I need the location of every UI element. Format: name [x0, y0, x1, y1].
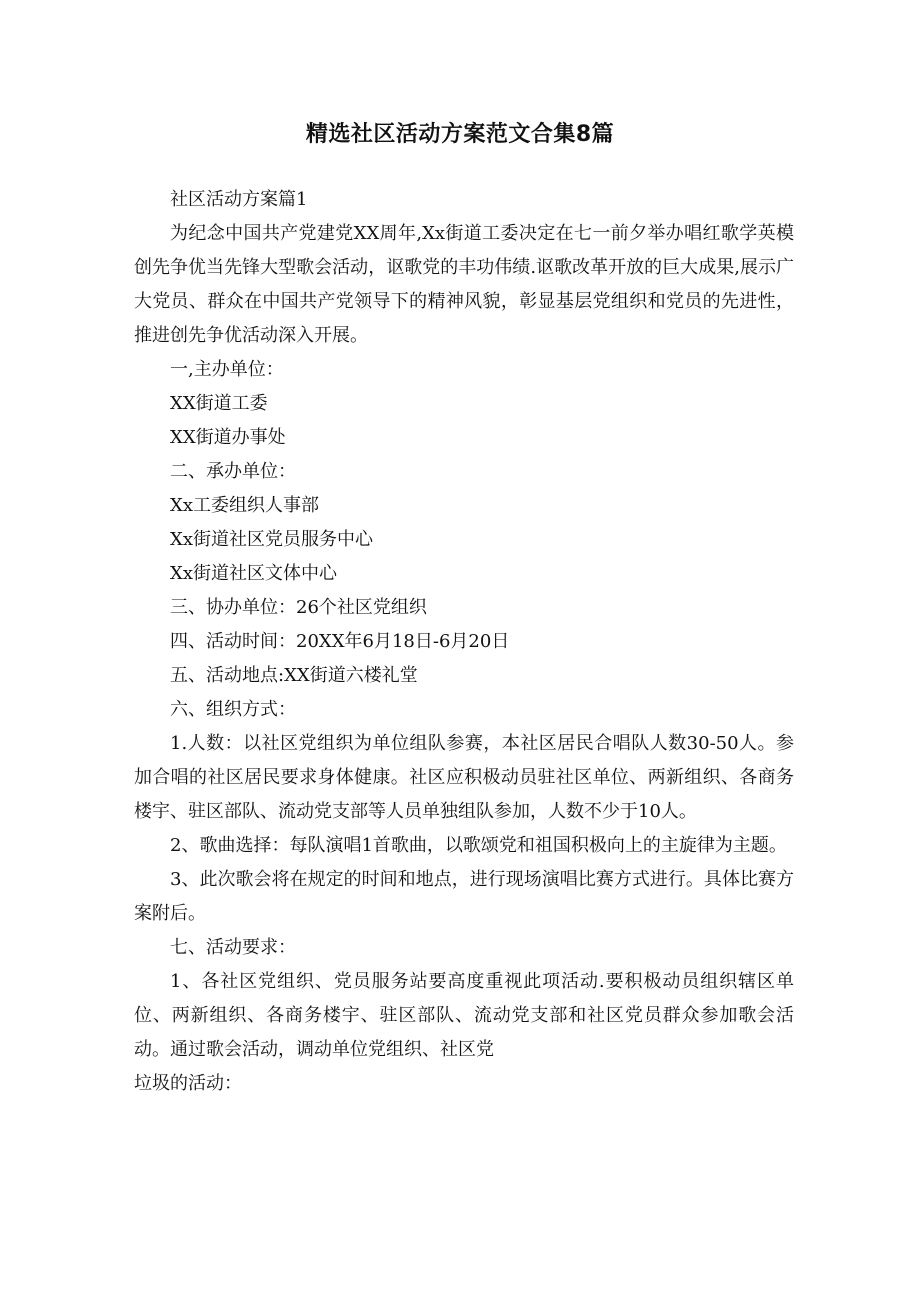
undertaker-item: Xx街道社区文体中心: [170, 563, 337, 584]
undertaker-item: Xx街道社区党员服务中心: [170, 529, 373, 550]
requirements-heading: 七、活动要求：: [170, 937, 296, 958]
organization-heading: 六、组织方式：: [170, 699, 296, 720]
undertaker-heading: 二、承办单位：: [170, 461, 296, 482]
document-body: [134, 183, 794, 1101]
trailing-line: 垃圾的活动：: [134, 1073, 242, 1094]
organizer-item: XX街道工委: [170, 393, 268, 414]
document-title: 精选社区活动方案范文合集8篇: [305, 122, 615, 147]
section-heading: 社区活动方案篇1: [170, 189, 308, 210]
organization-paragraph: 3、此次歌会将在规定的时间和地点，进行现场演唱比赛方式进行。具体比赛方案附后。: [134, 869, 794, 924]
requirements-paragraph: 1、各社区党组织、党员服务站要高度重视此项活动.要积极动员组织辖区单位、两新组织、各商务楼宇、驻区部队、流动党支部和社区党员群众参加歌会活动。通过歌会活动，调动单位党组织、社区党: [134, 971, 794, 1060]
activity-time-line: 四、活动时间：20XX年6月18日-6月20日: [170, 631, 510, 652]
organizer-heading: 一,主办单位：: [170, 359, 284, 380]
activity-location-line: 五、活动地点:XX街道六楼礼堂: [170, 665, 418, 686]
undertaker-item: Xx工委组织人事部: [170, 495, 319, 516]
co-organizer-line: 三、协办单位：26个社区党组织: [170, 597, 427, 618]
organizer-item: XX街道办事处: [170, 427, 286, 448]
organization-paragraph: 1.人数：以社区党组织为单位组队参赛，本社区居民合唱队人数30-50人。参加合唱的社区居民要求身体健康。社区应积极动员驻社区单位、两新组织、各商务楼宇、驻区部队、流动党支部等人员单独组队参加，人数不少于10人。: [134, 733, 794, 822]
intro-paragraph: 为纪念中国共产党建党XX周年,Xx街道工委决定在七一前夕举办唱红歌学英模创先争优当先锋大型歌会活动，讴歌党的丰功伟绩.讴歌改革开放的巨大成果,展示广大党员、群众在中国共产党领导下的精神风貌，彰显基层党组织和党员的先进性，推进创先争优活动深入开展。: [134, 223, 794, 346]
organization-paragraph: 2、歌曲选择：每队演唱1首歌曲，以歌颂党和祖国积极向上的主旋律为主题。: [170, 835, 787, 856]
